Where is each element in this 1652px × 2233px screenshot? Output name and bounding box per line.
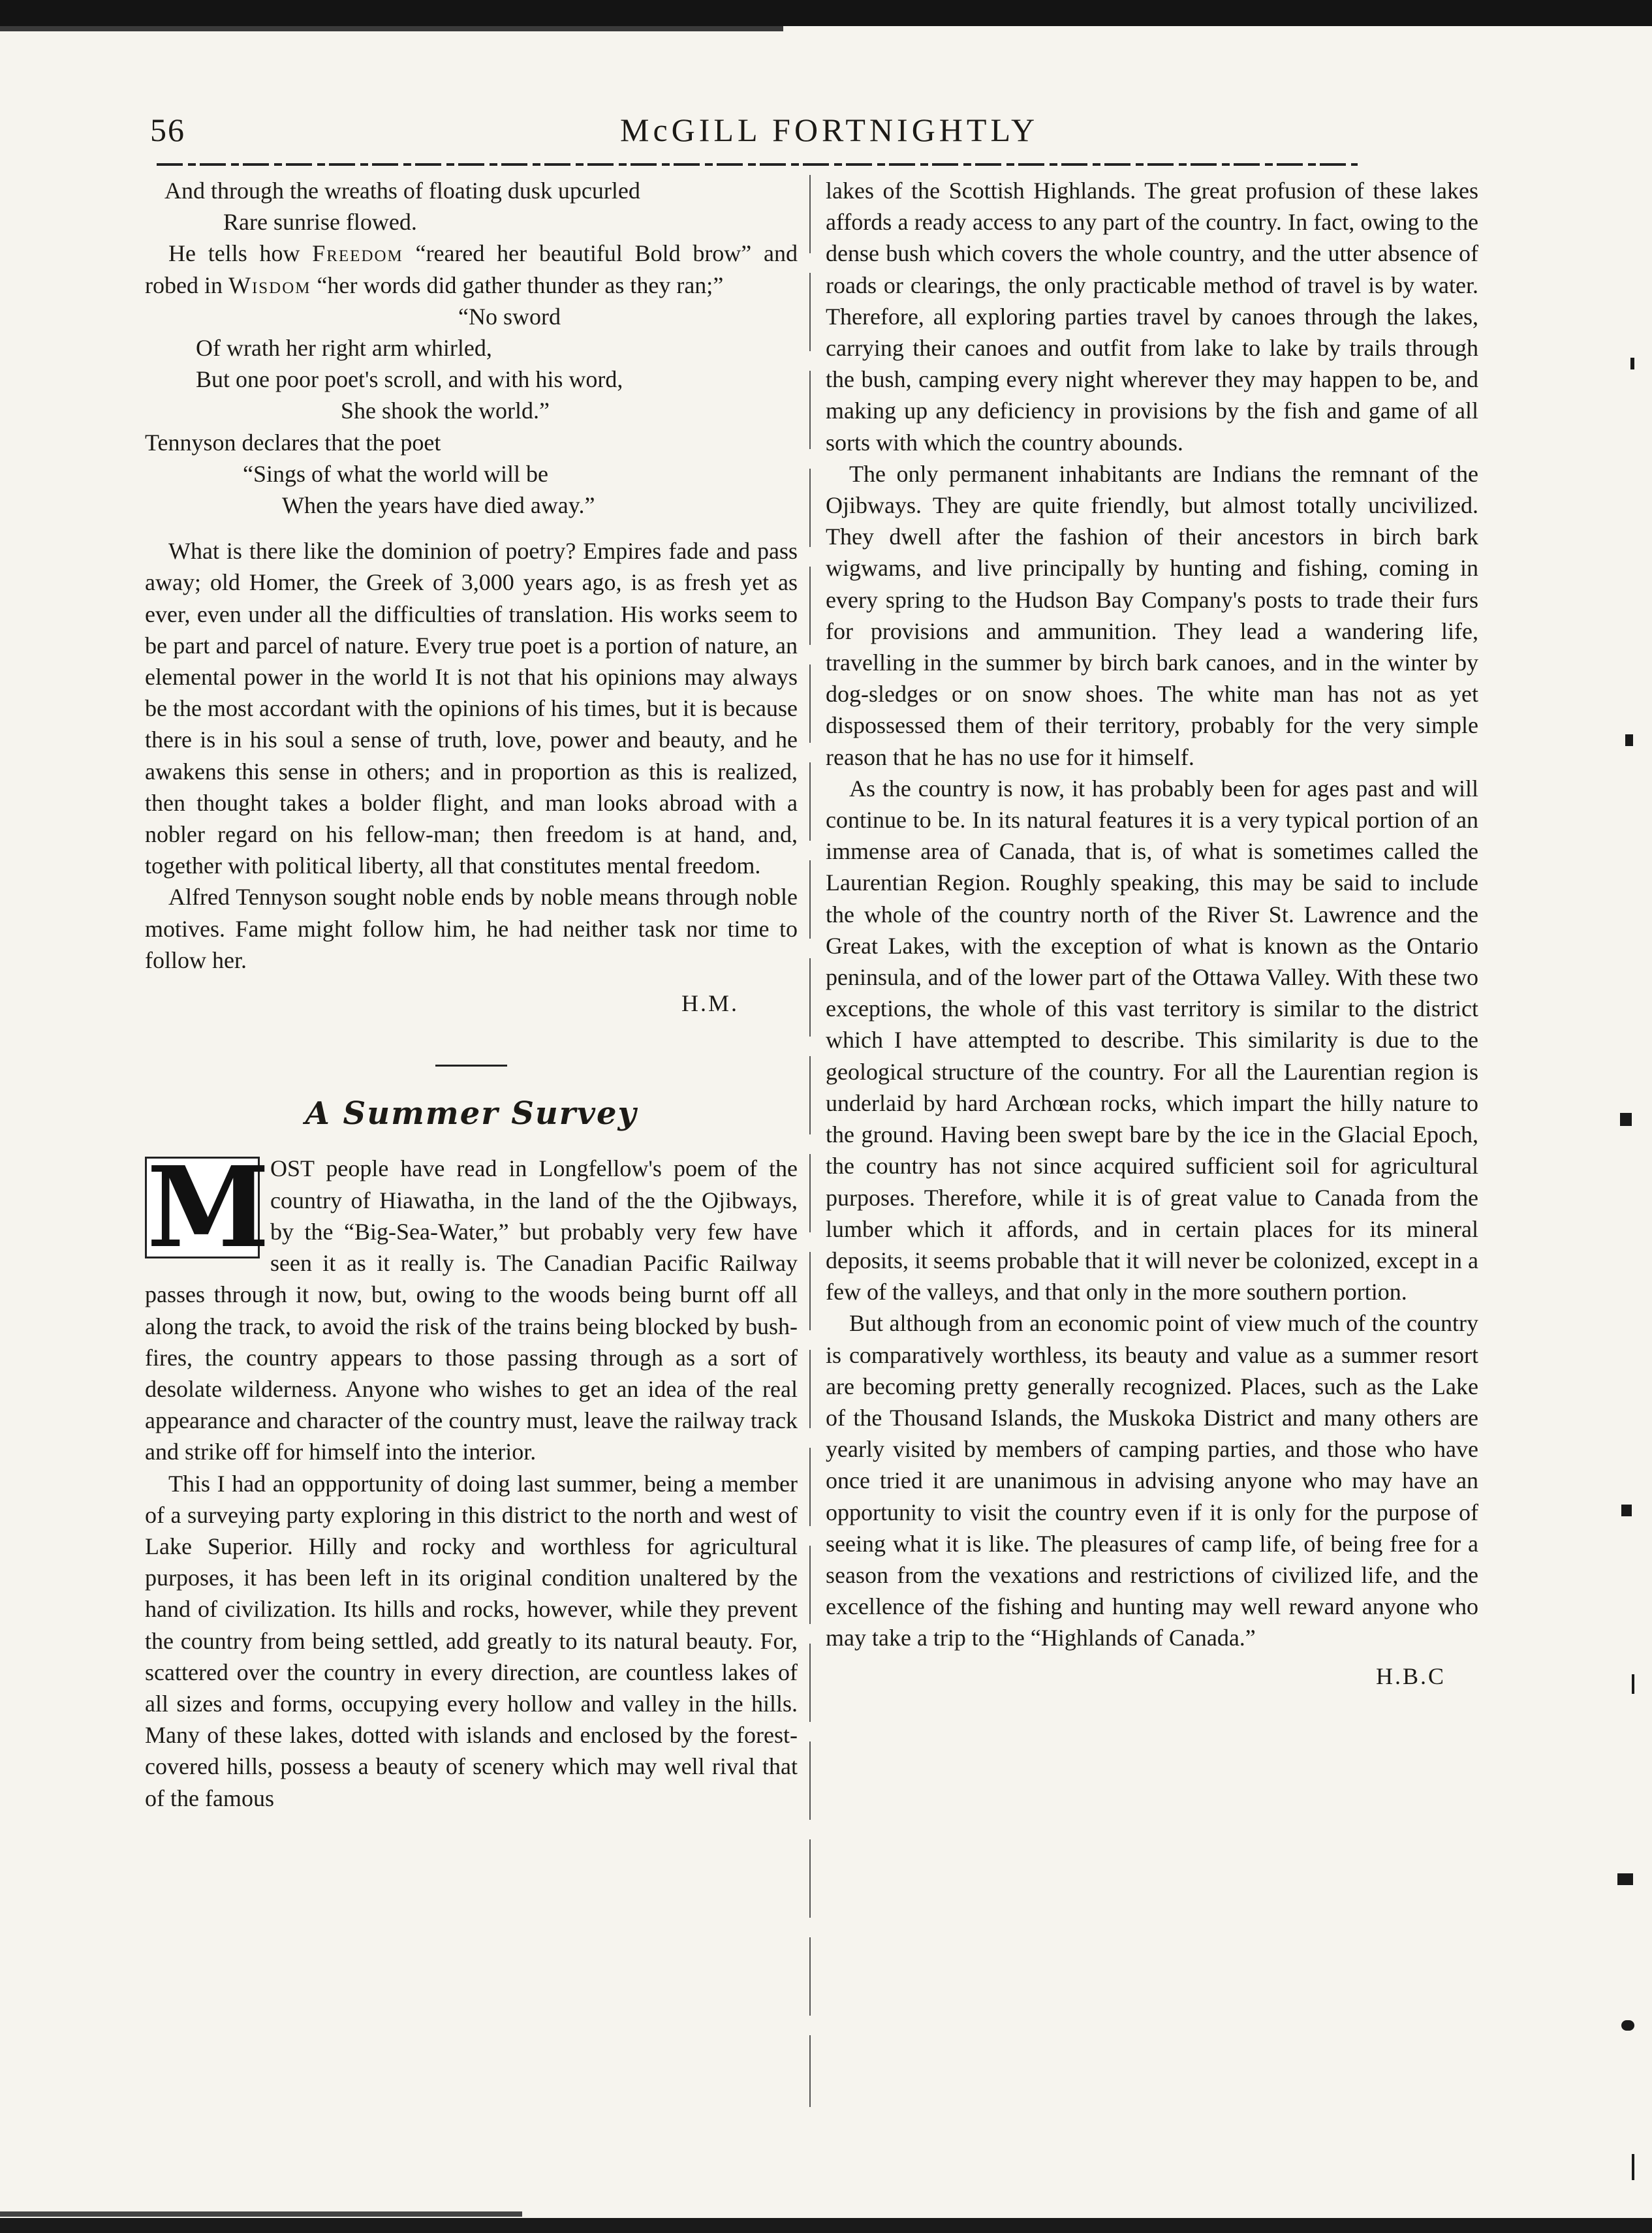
text-run: “her words did gather thunder as they ran;” — [311, 272, 724, 298]
section-title: A Summer Survey — [305, 1095, 638, 1132]
paragraph-tennyson-ends: Alfred Tennyson sought noble ends by noble means through noble motives. Fame might follow him, he had neither task nor time to follow her. — [145, 884, 798, 973]
margin-speck — [1632, 2154, 1634, 2180]
margin-speck — [1617, 1873, 1633, 1885]
column-divider — [809, 175, 811, 2107]
paragraph-country-now: As the country is now, it has probably been for ages past and will continue to be. In its natural features it is a very typical portion of an immense area of Canada, that is, of what is sometimes called the Laurentian Region. Roughly speaking, this may be said to include the whole of the country north of the River St. Lawrence and the Great Lakes, with the exception of what is known as the Ontario peninsula, and of the lower part of the Ottawa Valley. With these two exceptions, the whole of this vast territory is similar to the district which I have attempted to describe. This similarity is due to the geological structure of the country. For all the Laurentian region is underlaid by hard Archœan rocks, which impart the hilly nature to the ground. Having been swept bare by the ice in the Glacial Epoch, the country has not since acquired sufficient soil for agricultural purposes. Therefore, while it is of great value to Canada from the lumber which it affords, and in certain places for its mineral deposits, it seems probable that it will never be colonized, except in a few of the valleys, and that only in the more southern portion. — [826, 775, 1478, 1305]
scan-border-bottom — [0, 2218, 1652, 2233]
margin-speck — [1630, 358, 1634, 369]
paragraph-dominion: What is there like the dominion of poetry? Empires fade and pass away; old Homer, the Greek of 3,000 years ago, is as fresh yet as ever, even under all the difficulties of translation. His works seem to be part and parcel of nature. Every true poet is a portion of nature, an elemental power in the world It is not that his opinions may always be the most accordant with the opinions of his times, but it is because there is in his soul a sense of truth, love, power and beauty, and he awakens this sense in others; and in proportion as this is realized, then thought takes a bolder flight, and man looks abroad with a nobler regard on his fellow-man; then freedom is at hand, and, together with political liberty, all that constitutes mental freedom. — [145, 538, 798, 879]
sings-line: When the years have died away.” — [282, 492, 595, 519]
header-rule — [157, 163, 1358, 166]
margin-speck — [1620, 1113, 1632, 1126]
page-number: 56 — [150, 112, 185, 148]
paragraph-freedom — [145, 238, 798, 300]
scan-border-bottom-shadow — [0, 2211, 522, 2217]
right-column — [826, 175, 1478, 1692]
paragraph-inhabitants: The only permanent inhabitants are Indians the remnant of the Ojibways. They are quite friendly, but almost totally uncivilized. They dwell after the fashion of their ancestors in birch bark wigwams, and live principally by hunting and fishing, coming in every spring to the Hudson Bay Company's posts to trade their furs for provisions and ammunition. They lead a wandering life, travelling in the summer by birch bark canoes, and in the winter by dog-sledges or on snow shoes. The white man has not as yet dispossessed them of their territory, probably for the very simple reason that he has no use for it himself. — [826, 460, 1478, 770]
paragraph-opportunity: This I had an oppportunity of doing last summer, being a member of a surveying party exploring in this district to the north and west of Lake Superior. Hilly and rocky and worthless for agricultural purposes, it has been left in its original condition unaltered by the hand of civilization. Its hills and rocks, however, while they prevent the country from being settled, add greatly to its natural beauty. For, scattered over the country in every direction, are countless lakes of all sizes and forms, occupying every hollow and valley in the hills. Many of these lakes, dotted with islands and enclosed by the forest-covered hills, possess a beauty of scenery which may well rival that of the famous — [145, 1470, 798, 1811]
dropcap-m: M — [145, 1157, 260, 1258]
freedom-word: Freedom — [312, 240, 403, 267]
margin-speck — [1621, 2020, 1634, 2031]
verse-line: Rare sunrise flowed. — [223, 209, 417, 236]
scan-border-top — [0, 0, 1652, 26]
sings-line: “Sings of what the world will be — [243, 460, 548, 487]
wisdom-word: Wisdom — [228, 272, 311, 298]
quote-line: “No sword — [458, 303, 561, 330]
paragraph-most-people — [145, 1142, 798, 1467]
text-run: “reared her beautiful Bold brow” and robed in — [145, 240, 798, 298]
paragraph-scottish-lakes: lakes of the Scottish Highlands. The great profusion of these lakes affords a ready access to any part of the country. In fact, owing to the dense bush which covers the whole country, and the utter absence of roads or clearings, the only practicable method of travel is by water. Therefore, all exploring parties travel by canoes through the lakes, carrying their canoes and outfit from lake to lake by trails through the bush, camping every night wherever they may happen to be, and making up any deficiency in provisions by the fish and game of all sorts with which the country abounds. — [826, 178, 1478, 456]
signature-hm: H.M. — [681, 990, 739, 1017]
quote-line: She shook the world.” — [341, 398, 550, 424]
text-run: He tells how — [168, 240, 313, 267]
verse-line: And through the wreaths of floating dusk upcurled — [164, 178, 640, 204]
section-divider — [435, 1065, 507, 1067]
text-run: OST people have read in Longfellow's poem of the country of Hiawatha, in the land of the the Ojibways, by the “Big-Sea-Water,” but probably very few have seen it as it really is. The Canadian Pacific Railway passes through it now, but, owing to the woods being burnt off all along the track, to avoid the risk of the trains being blocked by bush-fires, the country appears to those passing through as a sort of desolate wilderness. Anyone who wishes to get an idea of the real appearance and character of the country must, leave the railway track and strike off for himself into the interior. — [145, 1155, 798, 1465]
margin-speck — [1621, 1505, 1632, 1516]
running-title: McGILL FORTNIGHTLY — [620, 112, 1039, 148]
page-header — [150, 111, 1456, 170]
quote-line: But one poor poet's scroll, and with his word, — [196, 366, 623, 393]
quote-line: Of wrath her right arm whirled, — [196, 335, 492, 362]
signature-hbc: H.B.C — [1375, 1663, 1446, 1689]
left-column — [145, 175, 798, 1814]
spacer — [145, 521, 798, 535]
paragraph-economic: But although from an economic point of view much of the country is comparatively worthless, its beauty and value as a summer resort are becoming pretty generally recognized. Places, such as the Lake of the Thousand Islands, the Muskoka District and many others are yearly visited by members of camping parties, and those who have once tried it are unanimous in advising anyone who may have an opportunity to visit the country even if it is only for the purpose of seeing what it is like. The pleasures of camp life, of being free for a season from the vexations and restrictions of civilized life, and the excellence of the fishing and hunting may well reward anyone who may take a trip to the “Highlands of Canada.” — [826, 1310, 1478, 1651]
tennyson-declares-line: Tennyson declares that the poet — [145, 429, 441, 456]
margin-speck — [1632, 1674, 1634, 1694]
margin-speck — [1625, 734, 1633, 746]
scan-border-top-shadow — [0, 26, 783, 31]
